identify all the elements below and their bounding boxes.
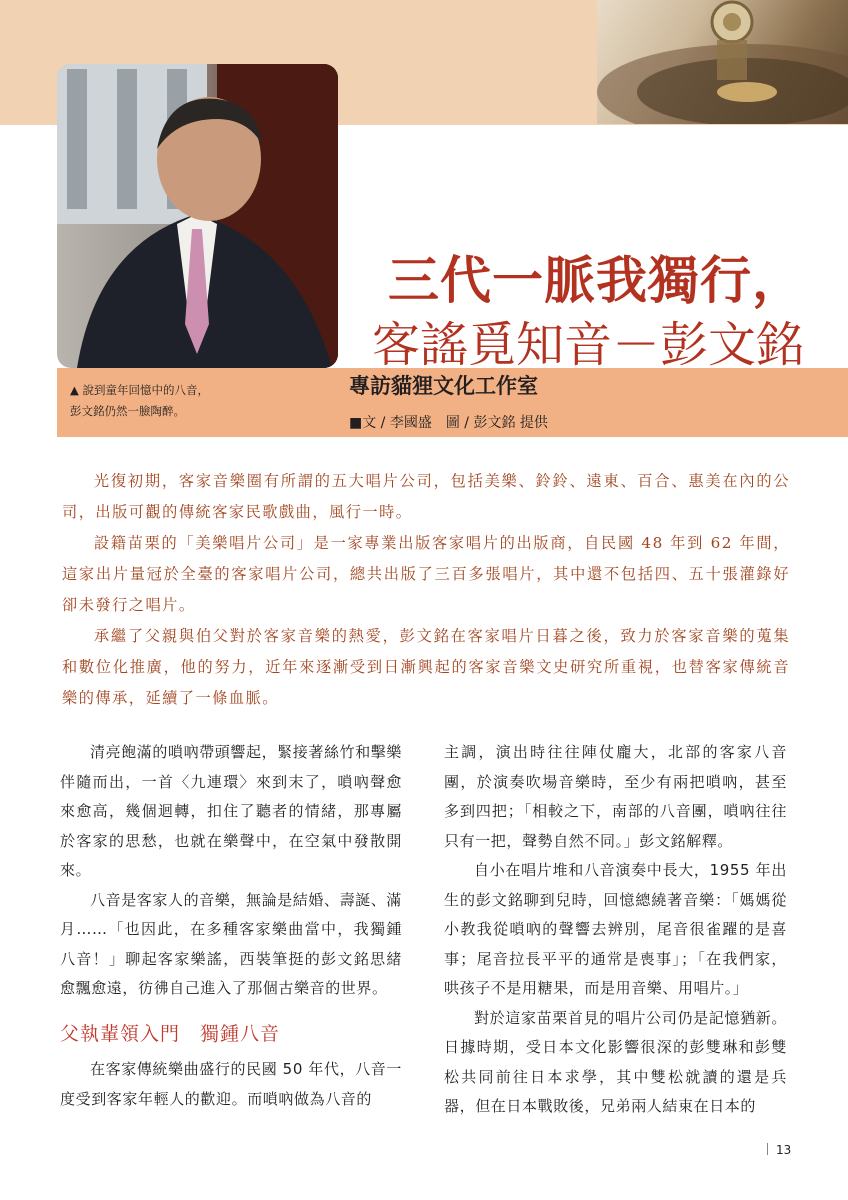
intro-section [62,466,790,714]
intro-paragraph: 設籍苗栗的「美樂唱片公司」是一家專業出版客家唱片的出版商，自民國 48 年到 62 年間，這家出片量冠於全臺的客家唱片公司，總共出版了三百多張唱片，其中還不包括四、五十張灌錄好卻未發行之唱片。 [62,534,790,614]
page-number-text: 13 [776,1143,792,1157]
body-paragraph: 在客家傳統樂曲盛行的民國 50 年代，八音一度受到客家年輕人的歡迎。而嗩吶做為八音的 [60,1060,402,1108]
article-title [372,250,804,376]
intro-paragraph: 光復初期，客家音樂圈有所謂的五大唱片公司，包括美樂、鈴鈴、遠東、百合、惠美在內的公司，出版可觀的傳統客家民歌戲曲，風行一時。 [62,472,790,521]
photo-caption [70,380,209,422]
page-divider [767,1143,768,1155]
portrait-photo [57,64,338,368]
caption-line-2: 彭文銘仍然一臉陶醉。 [70,404,185,418]
left-column [60,738,402,1114]
body-paragraph: 主調，演出時往往陣仗龐大，北部的客家八音團，於演奏吹場音樂時，至少有兩把嗩吶，甚至多到四把；「相較之下，南部的八音團，嗩吶往往只有一把，聲勢自然不同。」彭文銘解釋。 [444,743,787,850]
right-column [444,738,787,1122]
gramophone-photo [597,0,848,124]
body-paragraph: 八音是客家人的音樂，無論是結婚、壽誕、滿月……「也因此，在多種客家樂曲當中，我獨鍾八音！」聊起客家樂謠，西裝筆挺的彭文銘思緒愈飄愈遠，彷彿自己進入了那個古樂音的世界。 [60,890,403,997]
article-subtitle: 專訪貓狸文化工作室 [349,374,538,398]
section-heading: 父執輩領入門 獨鍾八音 [60,1022,281,1045]
intro-paragraph: 承繼了父親與伯父對於客家音樂的熱愛，彭文銘在客家唱片日暮之後，致力於客家音樂的蒐集和數位化推廣，他的努力，近年來逐漸受到日漸興起的客家音樂文史研究所重視，也替客家傳統音樂的傳承，延續了一條血脈。 [62,627,790,707]
title-line-1: 三代一脈我獨行， [387,252,804,311]
title-line-2: 客謠覓知音－彭文銘 [371,317,804,373]
author-credit: ■文 / 李國盛 圖 / 彭文銘 提供 [349,415,548,431]
page-number [767,1143,791,1157]
body-paragraph: 清亮飽滿的嗩吶帶頭響起，緊接著絲竹和擊樂伴隨而出，一首〈九連環〉來到末了，嗩吶聲愈來愈高，幾個迴轉，扣住了聽者的情緒，那專屬於客家的思愁，也就在樂聲中，在空氣中發散開來。 [60,743,403,879]
caption-line-1: ▲ 說到童年回憶中的八音， [70,383,209,397]
body-paragraph: 對於這家苗栗首見的唱片公司仍是記憶猶新。日據時期，受日本文化影響很深的彭雙琳和彭雙松共同前往日本求學，其中雙松就讀的還是兵器，但在日本戰敗後，兄弟兩人結束在日本的 [444,1008,787,1115]
body-paragraph: 自小在唱片堆和八音演奏中長大，1955 年出生的彭文銘聊到兒時，回憶總繞著音樂：「媽媽從小教我從嗩吶的聲響去辨別，尾音很雀躍的是喜事；尾音拉長平平的通常是喪事」；「在我們家，哄孩子不是用糖果，而是用音樂、用唱片。」 [444,861,787,997]
